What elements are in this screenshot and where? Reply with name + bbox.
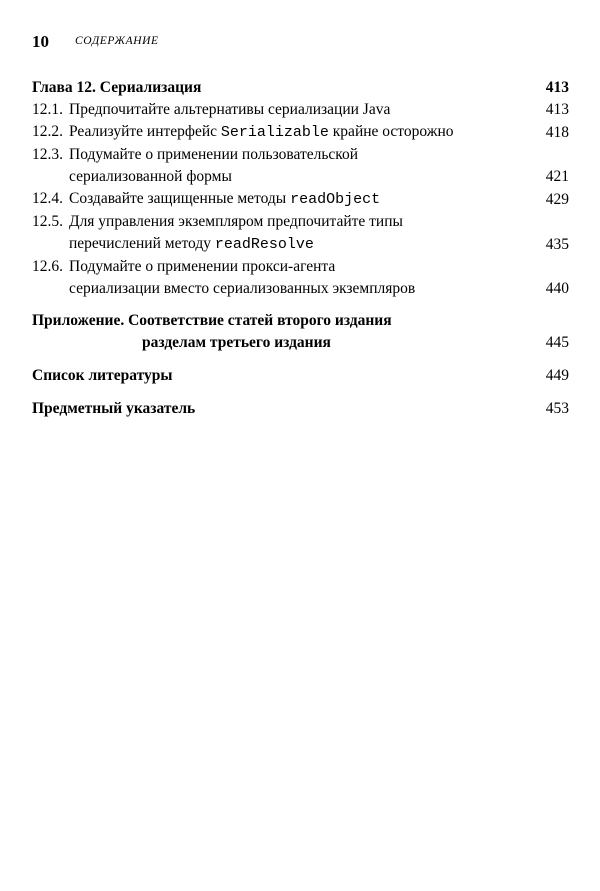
item-page: 435 xyxy=(545,236,569,253)
item-title-start: Создавайте защищенные методы xyxy=(69,190,291,207)
toc-item-12-3[interactable] xyxy=(32,144,569,188)
appendix-title-line2: разделам третьего издания xyxy=(142,334,331,351)
item-number: 12.2. xyxy=(32,123,63,140)
item-title-line2: сериализованной формы xyxy=(69,168,232,185)
page-number: 10 xyxy=(32,32,49,51)
item-title xyxy=(32,121,569,144)
toc-appendix[interactable] xyxy=(32,310,569,354)
item-title: Предпочитайте альтернативы сериализации Java xyxy=(69,101,391,118)
item-title-line1: Подумайте о применении прокси-агента xyxy=(69,258,336,275)
item-title-line2 xyxy=(32,233,569,256)
bibliography-title: Список литературы xyxy=(32,367,173,384)
chapter-page: 413 xyxy=(545,79,569,96)
item-title-line1: Для управления экземпляром предпочитайте типы xyxy=(69,213,403,230)
toc-item-12-4[interactable] xyxy=(32,188,569,211)
toc-item-12-6[interactable] xyxy=(32,256,569,300)
item-code: readResolve xyxy=(214,236,314,253)
toc-item-12-2[interactable] xyxy=(32,121,569,144)
table-of-contents xyxy=(32,77,569,420)
item-code: readObject xyxy=(290,191,381,208)
appendix-title-line1: Приложение. Соответствие статей второго издания xyxy=(32,312,392,329)
toc-bibliography[interactable] xyxy=(32,365,569,387)
item-title-start: перечислений методу xyxy=(69,235,215,252)
item-number: 12.5. xyxy=(32,213,63,230)
toc-chapter-12[interactable] xyxy=(32,77,569,99)
running-title: СОДЕРЖАНИЕ xyxy=(75,35,159,47)
item-number: 12.4. xyxy=(32,190,63,207)
item-title-end: крайне осторожно xyxy=(328,123,454,140)
item-page: 429 xyxy=(545,191,569,208)
item-title xyxy=(32,188,569,211)
item-title-line2: сериализации вместо сериализованных экземпляров xyxy=(69,280,416,297)
item-title-line1: Подумайте о применении пользовательской xyxy=(69,146,359,163)
item-page: 413 xyxy=(545,101,569,118)
appendix-page: 445 xyxy=(545,334,569,351)
chapter-title: Глава 12. Сериализация xyxy=(32,79,202,96)
item-number: 12.6. xyxy=(32,258,63,275)
toc-index[interactable] xyxy=(32,398,569,420)
item-page: 418 xyxy=(545,124,569,141)
toc-item-12-1[interactable] xyxy=(32,99,569,121)
item-number: 12.1. xyxy=(32,101,63,118)
bibliography-page: 449 xyxy=(545,367,569,384)
index-page: 453 xyxy=(545,400,569,417)
toc-item-12-5[interactable] xyxy=(32,211,569,256)
item-page: 440 xyxy=(545,280,569,297)
index-title: Предметный указатель xyxy=(32,400,196,417)
item-page: 421 xyxy=(545,168,569,185)
item-code: Serializable xyxy=(220,124,329,141)
item-title-start: Реализуйте интерфейс xyxy=(69,123,221,140)
item-number: 12.3. xyxy=(32,146,63,163)
